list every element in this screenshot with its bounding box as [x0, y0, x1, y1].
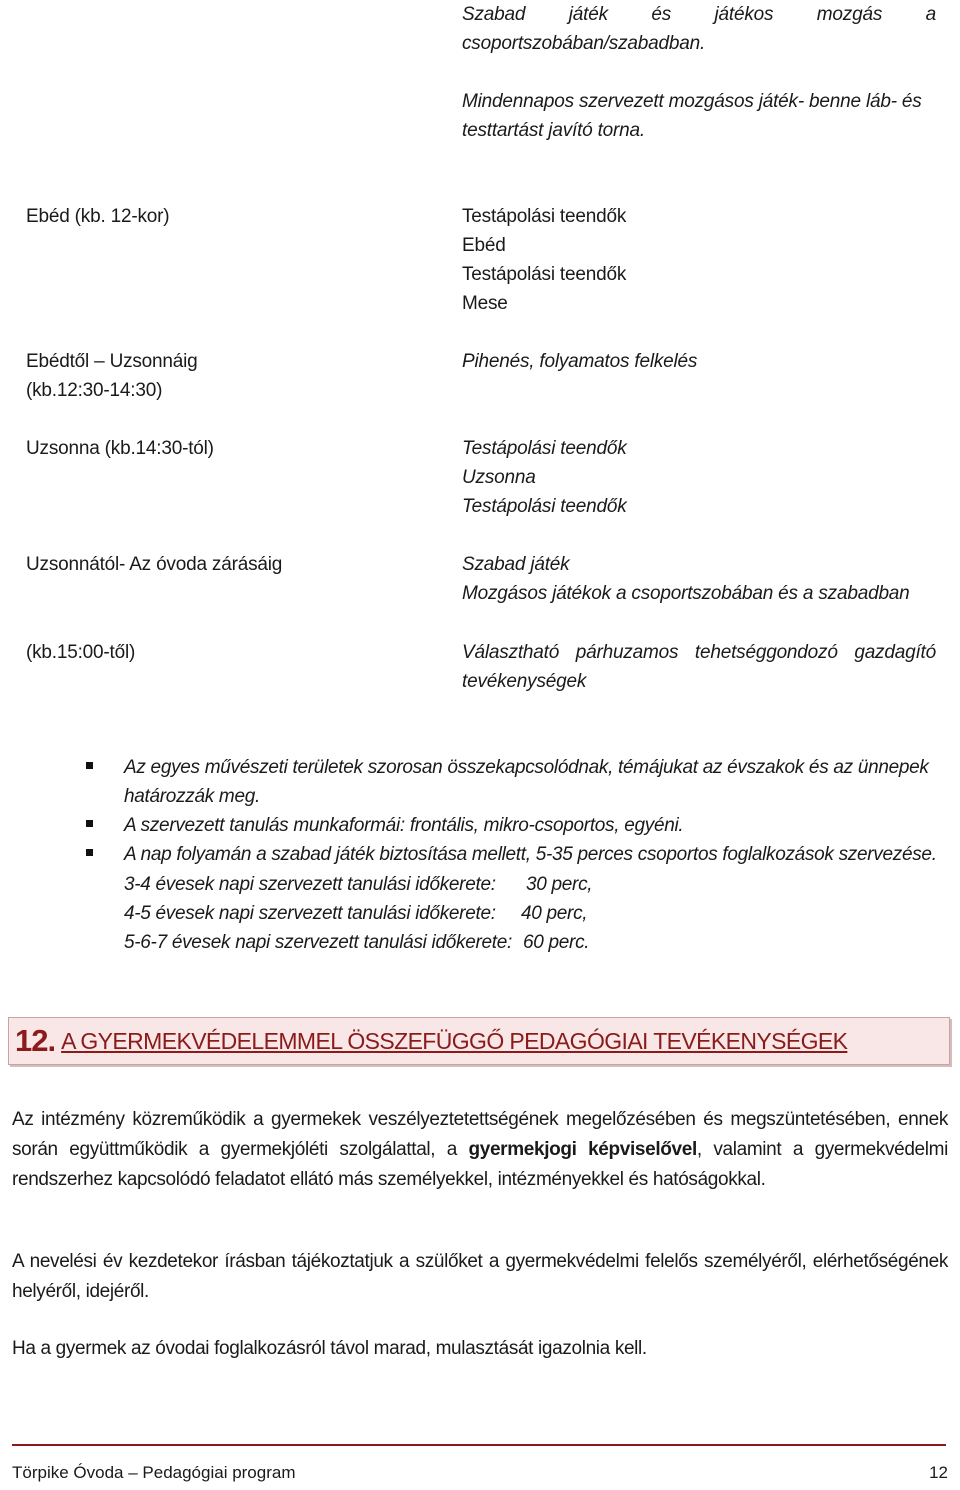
allocation-row: [124, 870, 592, 899]
allocation-value: 40 perc,: [521, 903, 588, 924]
list-item-text: A szervezett tanulás munkaformái: frontális, mikro-csoportos, egyéni.: [124, 815, 684, 836]
allocation-label: 5-6-7 évesek napi szervezett tanulási időkerete:: [124, 932, 512, 953]
section-title: A GYERMEKVÉDELEMMEL ÖSSZEFÜGGŐ PEDAGÓGIAI TEVÉKENYSÉGEK: [61, 1027, 848, 1054]
time-allocation: [124, 870, 592, 957]
allocation-row: [124, 899, 592, 928]
schedule-top-activity-1: Szabad játék és játékos mozgás a csoportszobában/szabadban.: [462, 4, 936, 54]
allocation-value: 60 perc.: [523, 932, 590, 953]
bullet-square-icon: [86, 762, 93, 769]
activity-line: Testápolási teendők: [462, 438, 627, 459]
page-number: 12: [929, 1463, 948, 1482]
section-number: 12.: [15, 1023, 56, 1058]
activity-line: Testápolási teendők: [462, 206, 627, 227]
schedule-time-closing: (kb.15:00-től): [26, 642, 136, 663]
activity-line: Mozgásos játékok a csoportszobában és a szabadban: [462, 583, 910, 604]
list-item-text: A nap folyamán a szabad játék biztosítása mellett, 5-35 perces csoportos foglalkozások szervezése.: [124, 844, 937, 865]
paragraph-1: [12, 1105, 948, 1195]
footer-title: Törpike Óvoda – Pedagógiai program: [12, 1463, 296, 1482]
section-heading: [8, 1017, 950, 1065]
bullet-square-icon: [86, 820, 93, 827]
schedule-top-activity-2: Mindennapos szervezett mozgásos játék- benne láb- és testtartást javító torna.: [462, 91, 922, 141]
list-item-text: Az egyes művészeti területek szorosan összekapcsolódnak, témájukat az évszakok és az ünnepek határozzák meg.: [124, 757, 929, 807]
schedule-activities-afternoon: [462, 550, 936, 608]
schedule-activities-closing: Választható párhuzamos tehetséggondozó gazdagító tevékenységek: [462, 642, 936, 692]
list-item: [86, 840, 952, 869]
paragraph-text: Az intézmény közreműködik a gyermekek veszélyeztetettségének megelőzésében és megszüntetésében, ennek során együttműködik a gyermekjóléti szolgálattal, a: [12, 1109, 948, 1160]
allocation-value: 30 perc,: [526, 874, 593, 895]
bullet-list: [86, 753, 952, 869]
schedule-time-snack: Uzsonna (kb.14:30-tól): [26, 438, 214, 459]
list-item: [86, 811, 952, 840]
paragraph-bold-text: gyermekjogi képviselővel: [468, 1139, 697, 1160]
activity-line: Testápolási teendők: [462, 496, 627, 517]
schedule-activities-rest: Pihenés, folyamatos felkelés: [462, 351, 698, 372]
activity-line: Testápolási teendők: [462, 264, 627, 285]
schedule-time-lunch: Ebéd (kb. 12-kor): [26, 206, 170, 227]
activity-line: Mese: [462, 293, 508, 314]
allocation-label: 4-5 évesek napi szervezett tanulási időkerete:: [124, 903, 496, 924]
activity-line: Ebéd: [462, 235, 506, 256]
paragraph-text: , valamint a gyermekvédelmi rendszerhez kapcsolódó feladatot ellátó más személyekkel, intézményekkel és hatóságokkal.: [12, 1139, 948, 1190]
activity-line: Szabad játék: [462, 554, 570, 575]
allocation-row: [124, 928, 592, 957]
allocation-label: 3-4 évesek napi szervezett tanulási időkerete:: [124, 874, 496, 895]
footer-divider: [12, 1444, 946, 1446]
schedule-activities-snack: [462, 434, 936, 521]
activity-line: Uzsonna: [462, 467, 536, 488]
paragraph-2: A nevelési év kezdetekor írásban tájékoztatjuk a szülőket a gyermekvédelmi felelős személyéről, elérhetőségének helyéről, idejéről.: [12, 1251, 948, 1302]
schedule-time-afternoon: Uzsonnától- Az óvoda zárásáig: [26, 554, 283, 575]
list-item: [86, 753, 952, 811]
paragraph-3: Ha a gyermek az óvodai foglalkozásról távol marad, mulasztását igazolnia kell.: [12, 1338, 647, 1359]
bullet-square-icon: [86, 849, 93, 856]
schedule-time-rest: Ebédtől – Uzsonnáig (kb.12:30-14:30): [26, 351, 198, 401]
schedule-activities-lunch: [462, 202, 936, 318]
